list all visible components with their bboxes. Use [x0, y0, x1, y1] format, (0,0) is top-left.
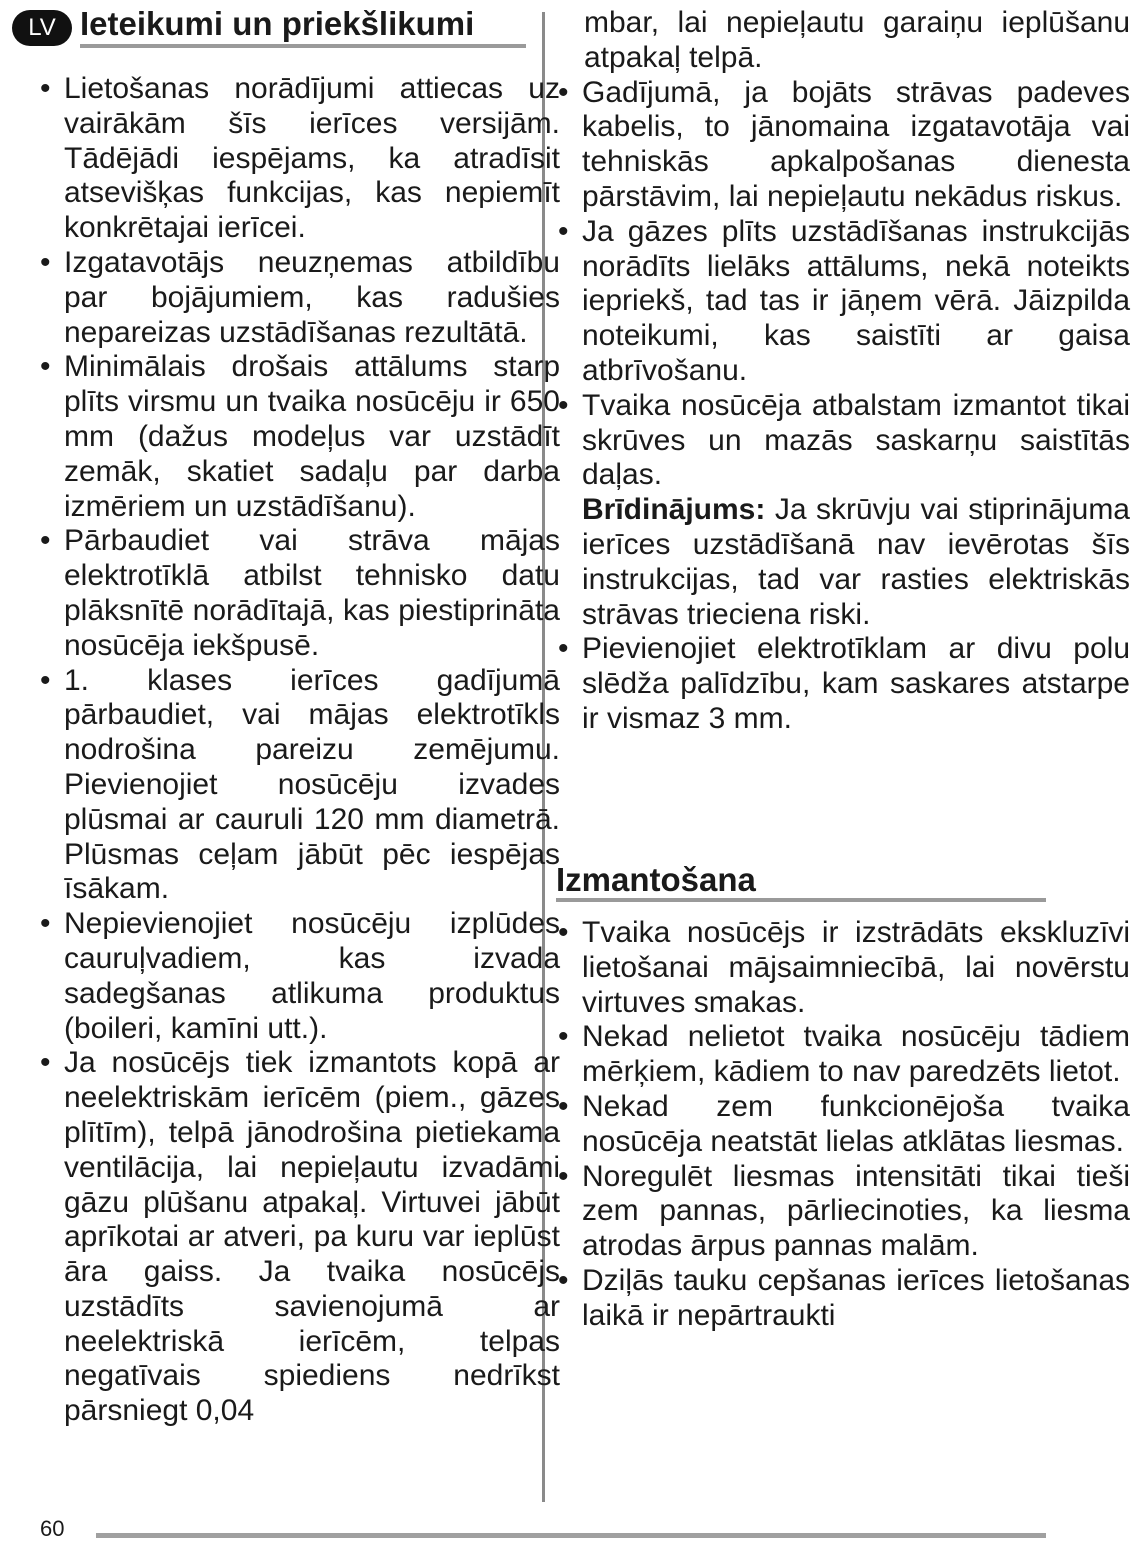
- warning-text: Ja skrūvju vai stiprinājuma ierīces uzstādīšanā nav ievērotas šīs instrukcijas, tad var rasties elektriskās strāvas trieciena riski.: [582, 493, 1130, 631]
- list-item: • Nepievienojiet nosūcēju izplūdes cauruļvadiem, kas izvada sadegšanas atlikuma produktus (boileri, kamīni utt.).: [40, 907, 560, 1046]
- page-number: 60: [40, 1516, 65, 1541]
- footer-rule: [96, 1533, 1046, 1538]
- list-item-continuation: mbar, lai nepieļautu garaiņu ieplūšanu atpakaļ telpā.: [584, 6, 1130, 74]
- list-item: • Nekad nelietot tvaika nosūcēju tādiem mērķiem, kādiem to nav paredzēts lietot.: [558, 1020, 1130, 1090]
- list-item: • Nekad zem funkcionējoša tvaika nosūcēja neatstāt lielas atklātas liesmas.: [558, 1090, 1130, 1160]
- title-underline: [80, 44, 526, 48]
- usage-section-title: Izmantošana: [556, 861, 756, 898]
- list-item: • Ja gāzes plīts uzstādīšanas instrukcijās norādīts lielāks attālums, nekā noteikts iepriekš, tad tas ir jāņem vērā. Jāizpilda noteikumi, kas saistīti ar gaisa atbrīvošanu.: [558, 215, 1130, 389]
- usage-title-underline: [556, 898, 1046, 902]
- list-item: • Tvaika nosūcēja atbalstam izmantot tikai skrūves un mazās saskarņu saistītās daļas.: [558, 389, 1130, 493]
- section-title: Ieteikumi un priekšlikumi: [80, 5, 475, 42]
- right-column-list: [558, 6, 1130, 737]
- left-column-list: [40, 72, 560, 1429]
- usage-list: [558, 916, 1130, 1334]
- list-item: • Pārbaudiet vai strāva mājas elektrotīklā atbilst tehnisko datu plāksnītē norādītajā, kas piestiprināta nosūcēja iekšpusē.: [40, 524, 560, 663]
- warning-label: Brīdinājums:: [582, 493, 766, 527]
- list-item: • 1. klases ierīces gadījumā pārbaudiet, vai mājas elektrotīkls nodrošina pareizu zemējumu. Pievienojiet nosūcēju izvades plūsmai ar cauruli 120 mm diametrā. Plūsmas ceļam jābūt pēc iespējas īsākam.: [40, 664, 560, 908]
- list-item: • Lietošanas norādījumi attiecas uz vairākām šīs ierīces versijām. Tādējādi iespējams, ka atradīsit atsevišķas funkcijas, kas nepiemīt konkrētajai ierīcei.: [40, 72, 560, 246]
- list-item: • Tvaika nosūcējs ir izstrādāts ekskluzīvi lietošanai mājsaimniecībā, lai novērstu virtuves smakas.: [558, 916, 1130, 1020]
- list-item: • Gadījumā, ja bojāts strāvas padeves kabelis, to jānomaina izgatavotāja vai tehniskās apkalpošanas dienesta pārstāvim, lai nepieļautu nekādus riskus.: [558, 76, 1130, 215]
- list-item: • Izgatavotājs neuzņemas atbildību par bojājumiem, kas radušies nepareizas uzstādīšanas rezultātā.: [40, 246, 560, 350]
- list-item: • Ja nosūcējs tiek izmantots kopā ar neelektriskām ierīcēm (piem., gāzes plītīm), telpā jānodrošina pietiekama ventilācija, lai nepieļautu izvadāmi gāzu plūšanu atpakaļ. Virtuvei jābūt aprīkotai ar atveri, pa kuru var ieplūst āra gaiss. Ja tvaika nosūcējs uzstādīts savienojumā ar neelektriskā ierīcēm, telpas negatīvais spiediens nedrīkst pārsniegt 0,04: [40, 1046, 560, 1429]
- list-item: • Noregulēt liesmas intensitāti tikai tieši zem pannas, pārliecinoties, ka liesma atrodas ārpus pannas malām.: [558, 1160, 1130, 1264]
- list-item: • Dziļās tauku cepšanas ierīces lietošanas laikā ir nepārtraukti: [558, 1264, 1130, 1334]
- language-badge: LV: [12, 10, 72, 46]
- list-item: • Pievienojiet elektrotīklam ar divu polu slēdža palīdzību, kam saskares atstarpe ir vismaz 3 mm.: [558, 632, 1130, 736]
- warning-paragraph: [558, 493, 1130, 632]
- list-item: • Minimālais drošais attālums starp plīts virsmu un tvaika nosūcēju ir 650 mm (dažus modeļus var uzstādīt zemāk, skatiet sadaļu par darba izmēriem un uzstādīšanu).: [40, 350, 560, 524]
